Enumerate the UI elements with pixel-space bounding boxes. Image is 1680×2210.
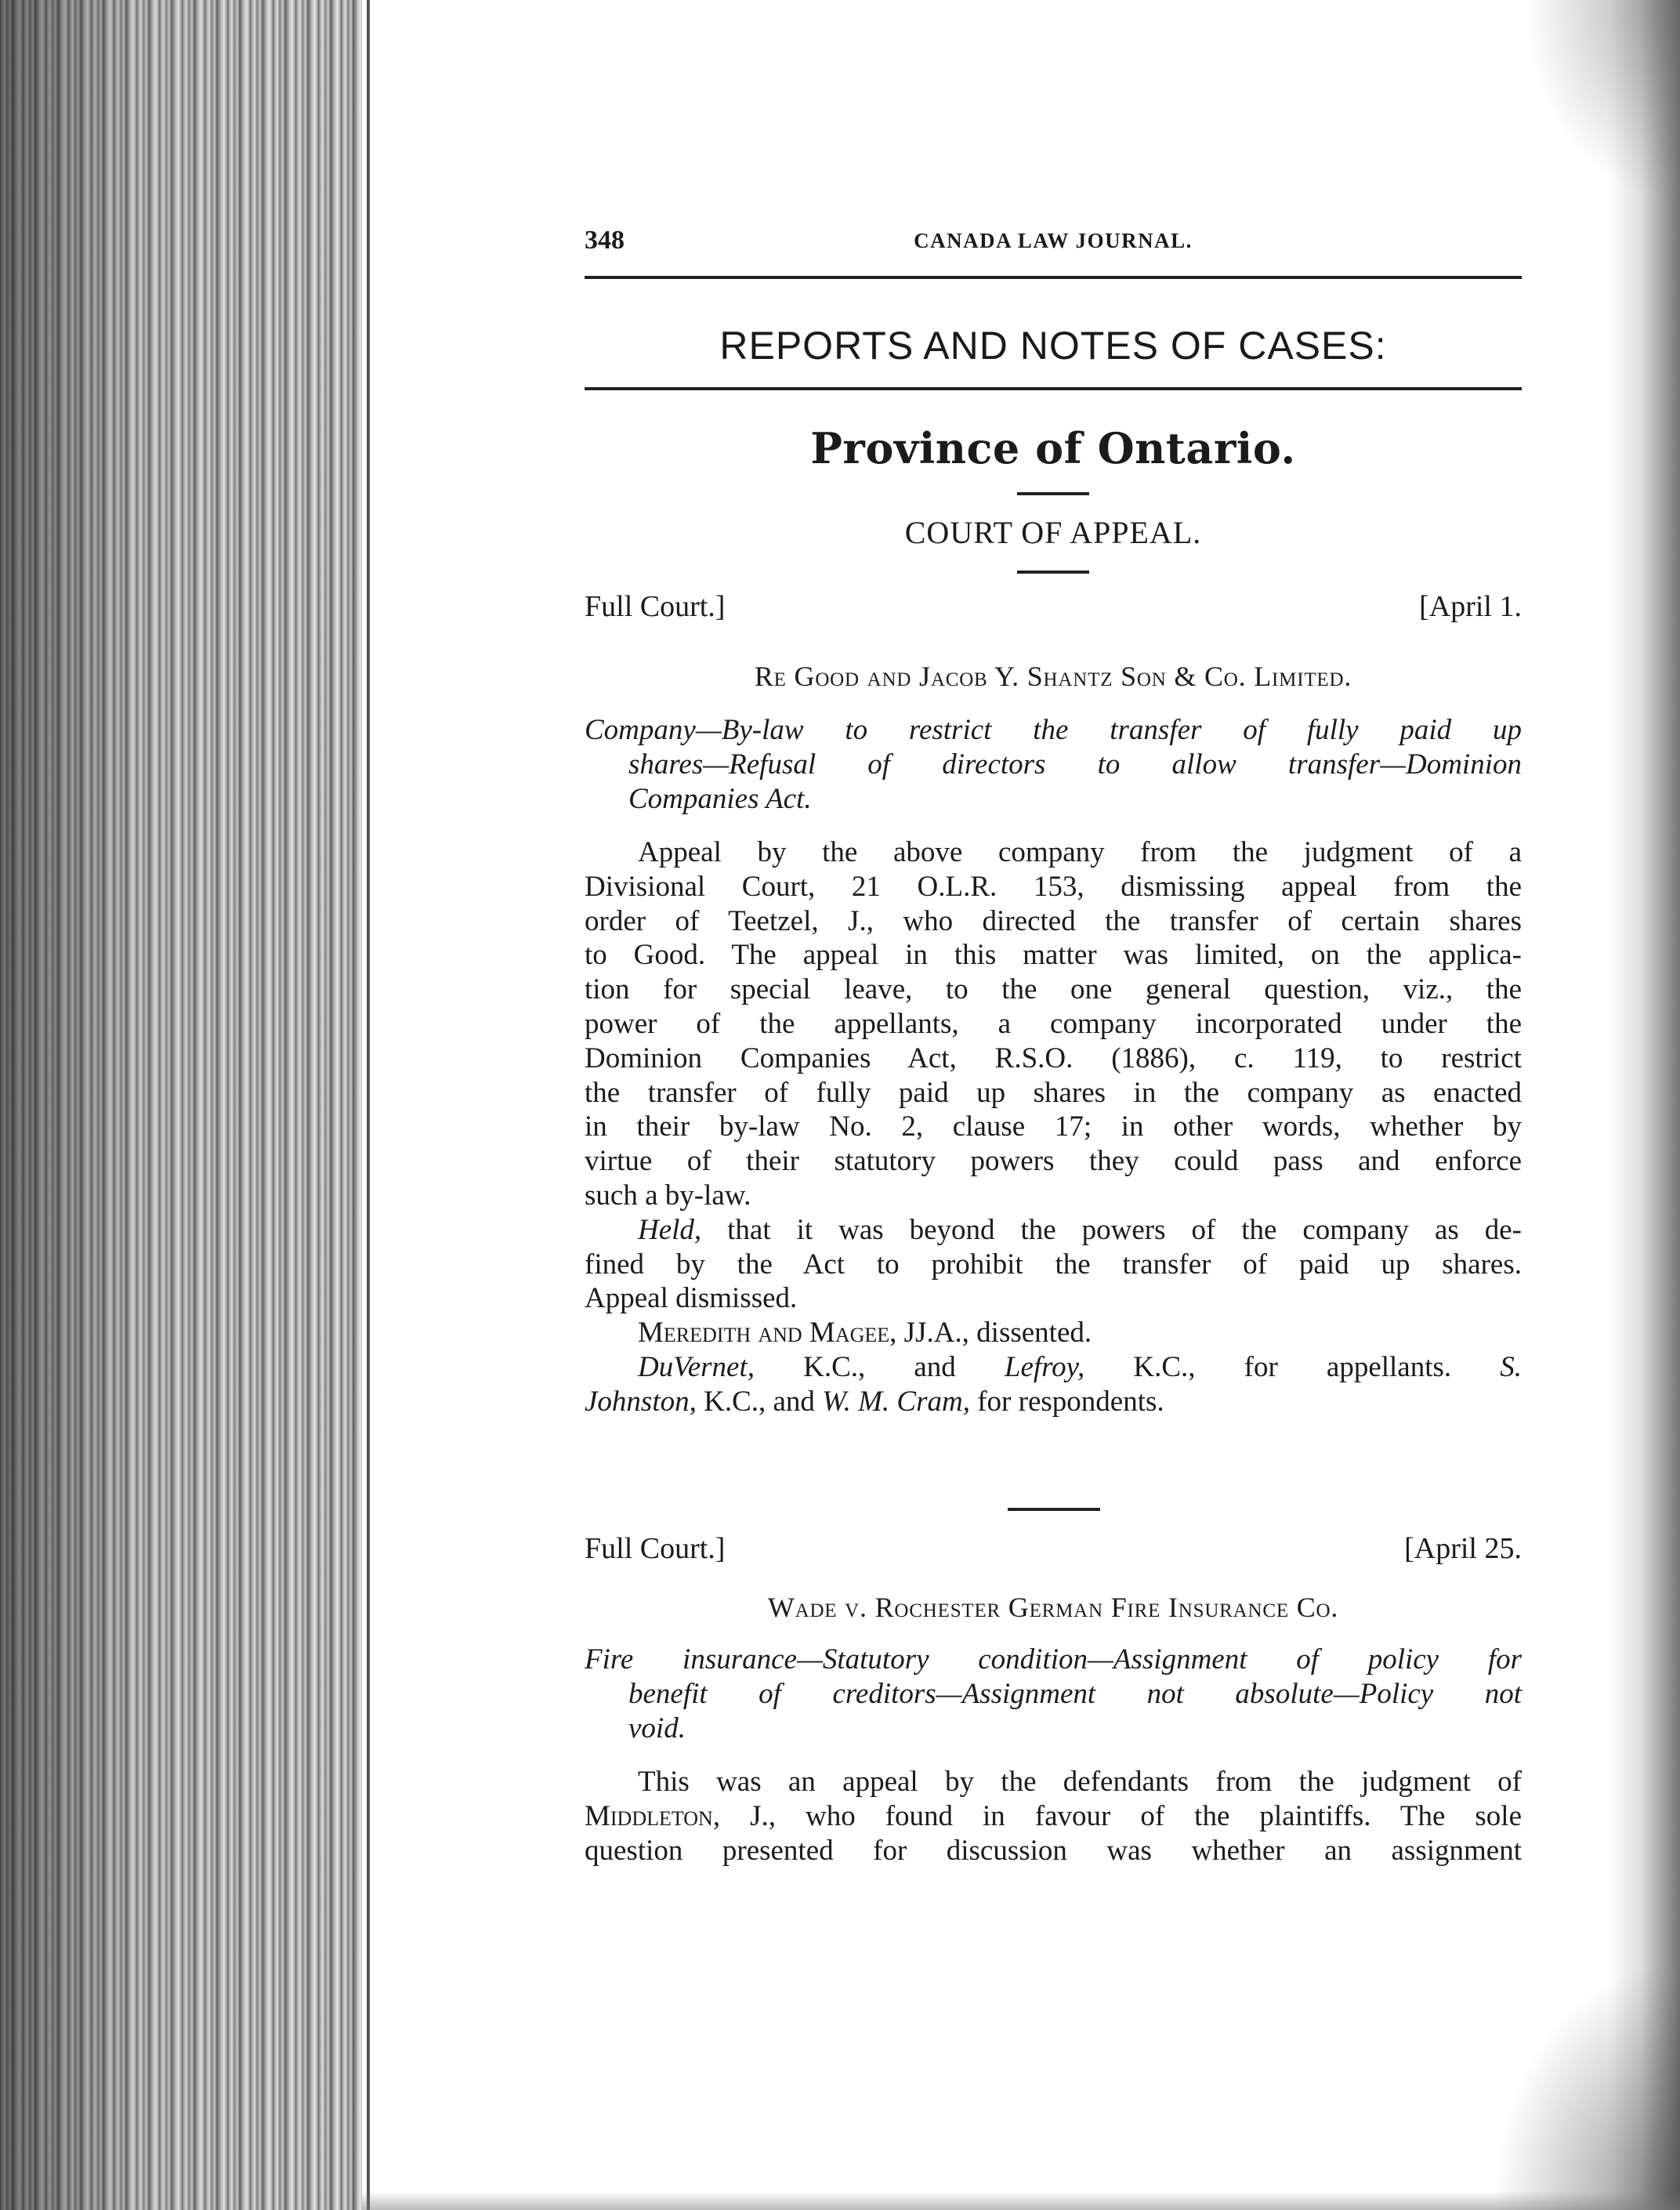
counsel-line [585, 1350, 1522, 1385]
counsel-name: Lefroy, [1004, 1350, 1085, 1383]
journal-page [585, 0, 1522, 2210]
section-title: REPORTS AND NOTES OF CASES: [719, 324, 1387, 368]
right-scan-edge [1609, 0, 1680, 2210]
case-1-date: [April 1. [1419, 590, 1522, 623]
body-line: Divisional Court, 21 O.L.R. 153, dismissing appeal from the [585, 870, 1522, 903]
held-line: fined by the Act to prohibit the transfer of paid up shares. [585, 1248, 1522, 1281]
court-heading: COURT OF APPEAL. [904, 515, 1202, 550]
counsel-line [585, 1385, 1522, 1419]
journal-title: CANADA LAW JOURNAL. [914, 229, 1193, 252]
held-line: Appeal dismissed. [585, 1282, 798, 1315]
gutter-shadow [0, 0, 362, 2210]
body-line: tion for special leave, to the one general question, viz., the [585, 973, 1522, 1006]
province-divider [1017, 492, 1089, 495]
right-top-shadow [1523, 0, 1680, 204]
case-1-headnote [585, 713, 1522, 817]
dissent-line [585, 1316, 1522, 1350]
counsel-name: S. [1500, 1350, 1522, 1383]
province-heading: Province of Ontario. [810, 423, 1296, 473]
body-line: the transfer of fully paid up shares in the company as enacted [585, 1076, 1522, 1109]
case-2-body [585, 1765, 1522, 1868]
judge-name: Middleton, [585, 1799, 721, 1832]
case-2-date: [April 25. [1404, 1532, 1522, 1565]
headnote-line: void. [628, 1712, 686, 1744]
counsel-name: W. M. Cram, [822, 1385, 970, 1418]
body-line: such a by-law. [585, 1179, 751, 1212]
headnote-line: benefit of creditors—Assignment not absolute—Policy not [628, 1678, 1522, 1710]
counsel-text: K.C., and [696, 1385, 823, 1418]
case-1-court: Full Court.] [585, 590, 726, 623]
body-line: question presented for discussion was whether an assignment [585, 1834, 1522, 1867]
dissent-text: dissented. [969, 1317, 1092, 1350]
case-2-court: Full Court.] [585, 1532, 726, 1565]
running-header [585, 226, 1522, 257]
case-1-title: Re Good and Jacob Y. Shantz Son & Co. Limited. [754, 661, 1352, 692]
counsel-text: for respondents. [969, 1385, 1164, 1418]
page-number: 348 [585, 226, 625, 255]
court-divider [1017, 571, 1089, 574]
counsel-name: Johnston, [585, 1385, 697, 1418]
case-2-title: Wade v. Rochester German Fire Insurance Co. [767, 1592, 1339, 1623]
headnote-line: shares—Refusal of directors to allow transfer—Dominion [628, 748, 1522, 781]
held-text: that it was beyond the powers of the company as de- [701, 1213, 1522, 1246]
body-line: order of Teetzel, J., who directed the transfer of certain shares [585, 904, 1522, 937]
dissent-judges: Meredith and Magee, JJ.A., [638, 1317, 969, 1350]
section-rule [585, 387, 1522, 390]
body-line [585, 1799, 1522, 1834]
case-divider [1008, 1508, 1100, 1511]
body-line: to Good. The appeal in this matter was limited, on the applica- [585, 939, 1522, 972]
counsel-name: DuVernet, [638, 1350, 755, 1383]
body-line: Dominion Companies Act, R.S.O. (1886), c. 119, to restrict [585, 1042, 1522, 1074]
case-2-headnote [585, 1643, 1522, 1746]
counsel-text: K.C., and [755, 1350, 1005, 1383]
header-rule [585, 276, 1522, 279]
headnote-line: Fire insurance—Statutory condition—Assignment of policy for [585, 1643, 1522, 1676]
headnote-line: Company—By-law to restrict the transfer of fully paid up [585, 714, 1522, 746]
body-line: in their by-law No. 2, clause 17; in other words, whether by [585, 1110, 1522, 1143]
case-1-body [585, 835, 1522, 1419]
body-line: power of the appellants, a company incorporated under the [585, 1007, 1522, 1040]
body-line: Appeal by the above company from the judgment of a [638, 836, 1522, 868]
body-text: J., who found in favour of the plaintiffs. The sole [720, 1799, 1522, 1832]
headnote-line: Companies Act. [628, 783, 812, 815]
counsel-text: K.C., for appellants. [1084, 1350, 1501, 1383]
body-line: This was an appeal by the defendants from the judgment of [638, 1766, 1522, 1798]
held-line [585, 1213, 1522, 1248]
gutter-edge-line [367, 0, 370, 2210]
body-line: virtue of their statutory powers they could pass and enforce [585, 1145, 1522, 1178]
held-lead: Held, [638, 1213, 702, 1246]
